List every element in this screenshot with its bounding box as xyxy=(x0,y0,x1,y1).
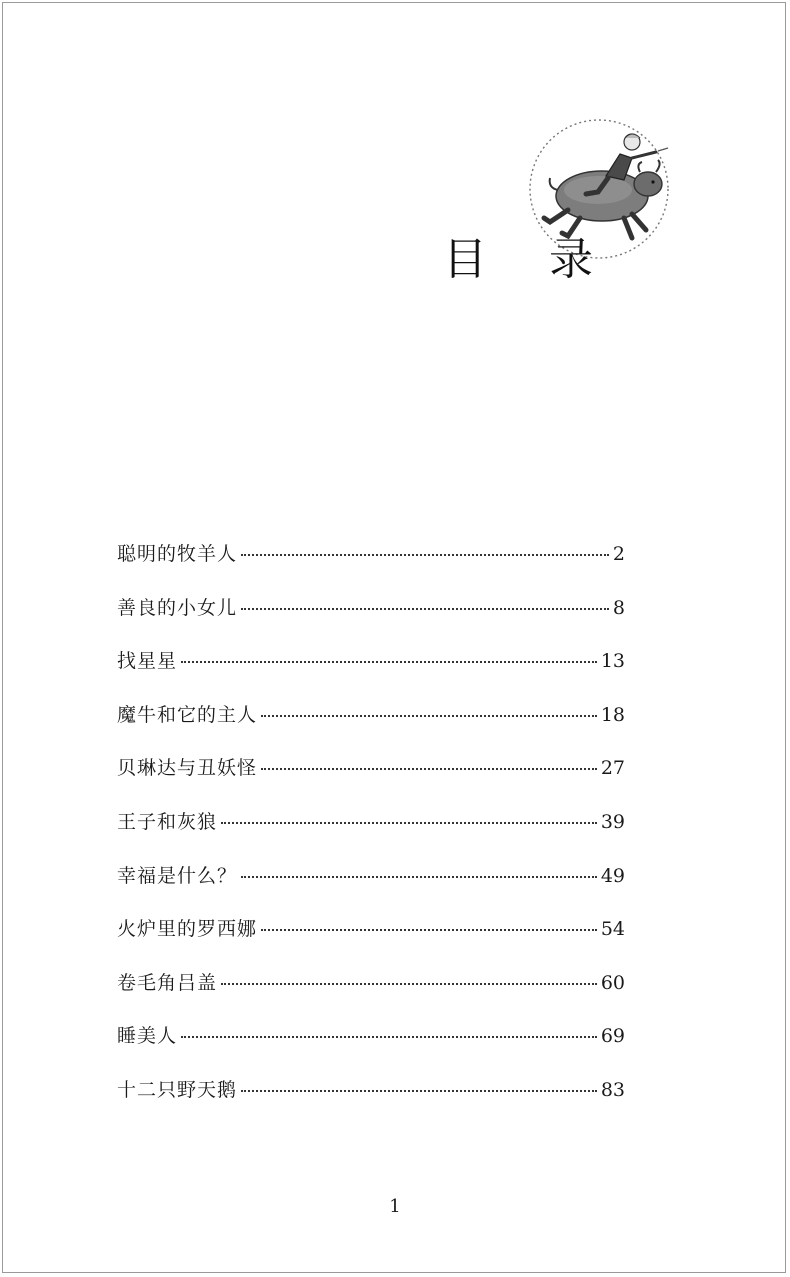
toc-entry-page: 49 xyxy=(600,864,625,887)
toc-entry[interactable] xyxy=(117,701,625,755)
toc-entry-page: 8 xyxy=(612,596,625,619)
toc-entry[interactable] xyxy=(117,594,625,648)
toc-entry-title: 火炉里的罗西娜 xyxy=(117,918,258,941)
toc-entry[interactable] xyxy=(117,862,625,916)
toc-entry-page: 69 xyxy=(600,1025,625,1048)
leader-dots xyxy=(221,822,597,824)
toc-entry-title: 十二只野天鹅 xyxy=(117,1078,238,1101)
page-number: 1 xyxy=(389,1196,401,1217)
toc-entry-page: 83 xyxy=(600,1078,625,1101)
toc-entry-title: 贝琳达与丑妖怪 xyxy=(117,757,258,780)
leader-dots xyxy=(241,608,609,610)
toc-entry-page: 39 xyxy=(600,810,625,833)
leader-dots xyxy=(181,1036,597,1038)
leader-dots xyxy=(261,768,597,770)
leader-dots xyxy=(261,929,597,931)
leader-dots xyxy=(181,661,597,663)
toc-entry[interactable] xyxy=(117,808,625,862)
leader-dots xyxy=(261,715,597,717)
toc-entry-title: 幸福是什么？ xyxy=(117,864,238,887)
toc-entry-title: 魔牛和它的主人 xyxy=(117,703,258,726)
toc-entry-page: 27 xyxy=(600,757,625,780)
toc-entry-title: 善良的小女儿 xyxy=(117,596,238,619)
toc-entry-title: 找星星 xyxy=(117,650,178,673)
toc-entry-page: 54 xyxy=(600,918,625,941)
toc-entry[interactable] xyxy=(117,915,625,969)
toc-entry-page: 18 xyxy=(600,703,625,726)
toc-entry-page: 13 xyxy=(600,650,625,673)
toc-entry-title: 睡美人 xyxy=(117,1025,178,1048)
toc-entry[interactable] xyxy=(117,647,625,701)
leader-dots xyxy=(221,983,597,985)
toc-entry-title: 王子和灰狼 xyxy=(117,810,218,833)
toc-entry[interactable] xyxy=(117,754,625,808)
toc-entry[interactable] xyxy=(117,1022,625,1076)
toc-entry[interactable] xyxy=(117,540,625,594)
table-of-contents xyxy=(117,540,625,1130)
toc-entry[interactable] xyxy=(117,1076,625,1130)
leader-dots xyxy=(241,876,597,878)
toc-entry[interactable] xyxy=(117,969,625,1023)
toc-entry-title: 聪明的牧羊人 xyxy=(117,543,238,565)
toc-entry-page: 60 xyxy=(600,971,625,994)
leader-dots xyxy=(241,554,609,556)
leader-dots xyxy=(241,1090,597,1092)
toc-entry-title: 卷毛角吕盖 xyxy=(117,971,218,994)
toc-entry-page: 2 xyxy=(612,543,625,565)
page-title: 目 录 xyxy=(443,234,617,285)
